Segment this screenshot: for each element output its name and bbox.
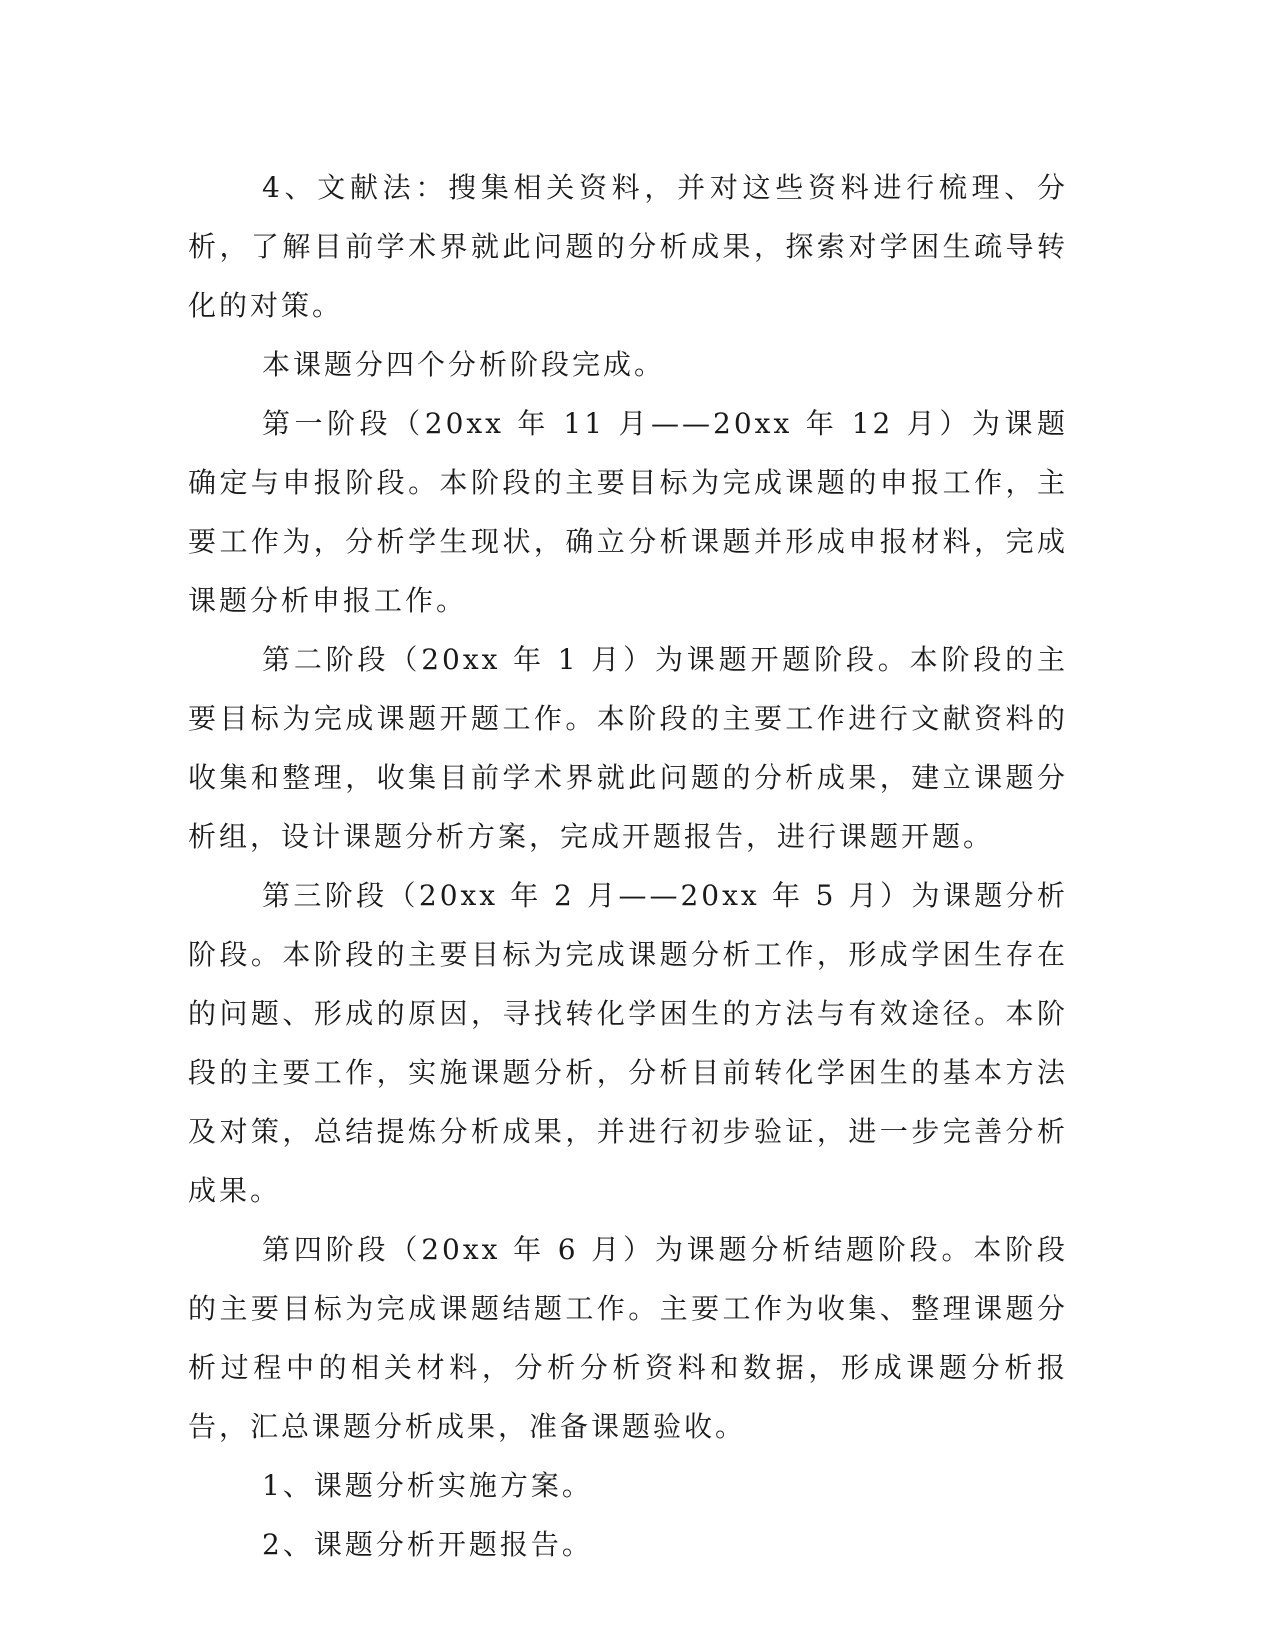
paragraph-stage-two: 第二阶段（20xx 年 1 月）为课题开题阶段。本阶段的主要目标为完成课题开题工作。本阶段的主要工作进行文献资料的收集和整理，收集目前学术界就此问题的分析成果，建立课题分析组，设计课题分析方案，完成开题报告，进行课题开题。 xyxy=(188,643,1068,853)
paragraph-stage-one: 第一阶段（20xx 年 11 月——20xx 年 12 月）为课题确定与申报阶段。本阶段的主要目标为完成课题的申报工作，主要工作为，分析学生现状，确立分析课题并形成申报材料，完成课题分析申报工作。 xyxy=(188,407,1068,617)
list-item-opening-report: 2、课题分析开题报告。 xyxy=(262,1528,593,1561)
paragraph-literature-method: 4、文献法：搜集相关资料，并对这些资料进行梳理、分析，了解目前学术界就此问题的分析成果，探索对学困生疏导转化的对策。 xyxy=(188,171,1068,322)
list-item-implementation-plan: 1、课题分析实施方案。 xyxy=(262,1469,593,1502)
document-body xyxy=(188,158,1068,1574)
paragraph-stage-three: 第三阶段（20xx 年 2 月——20xx 年 5 月）为课题分析阶段。本阶段的主要目标为完成课题分析工作，形成学困生存在的问题、形成的原因，寻找转化学困生的方法与有效途径。本阶段的主要工作，实施课题分析，分析目前转化学困生的基本方法及对策，总结提炼分析成果，并进行初步验证，进一步完善分析成果。 xyxy=(188,879,1068,1207)
paragraph-stages-intro: 本课题分四个分析阶段完成。 xyxy=(262,348,666,381)
paragraph-stage-four: 第四阶段（20xx 年 6 月）为课题分析结题阶段。本阶段的主要目标为完成课题结题工作。主要工作为收集、整理课题分析过程中的相关材料，分析分析资料和数据，形成课题分析报告，汇总课题分析成果，准备课题验收。 xyxy=(188,1233,1068,1443)
